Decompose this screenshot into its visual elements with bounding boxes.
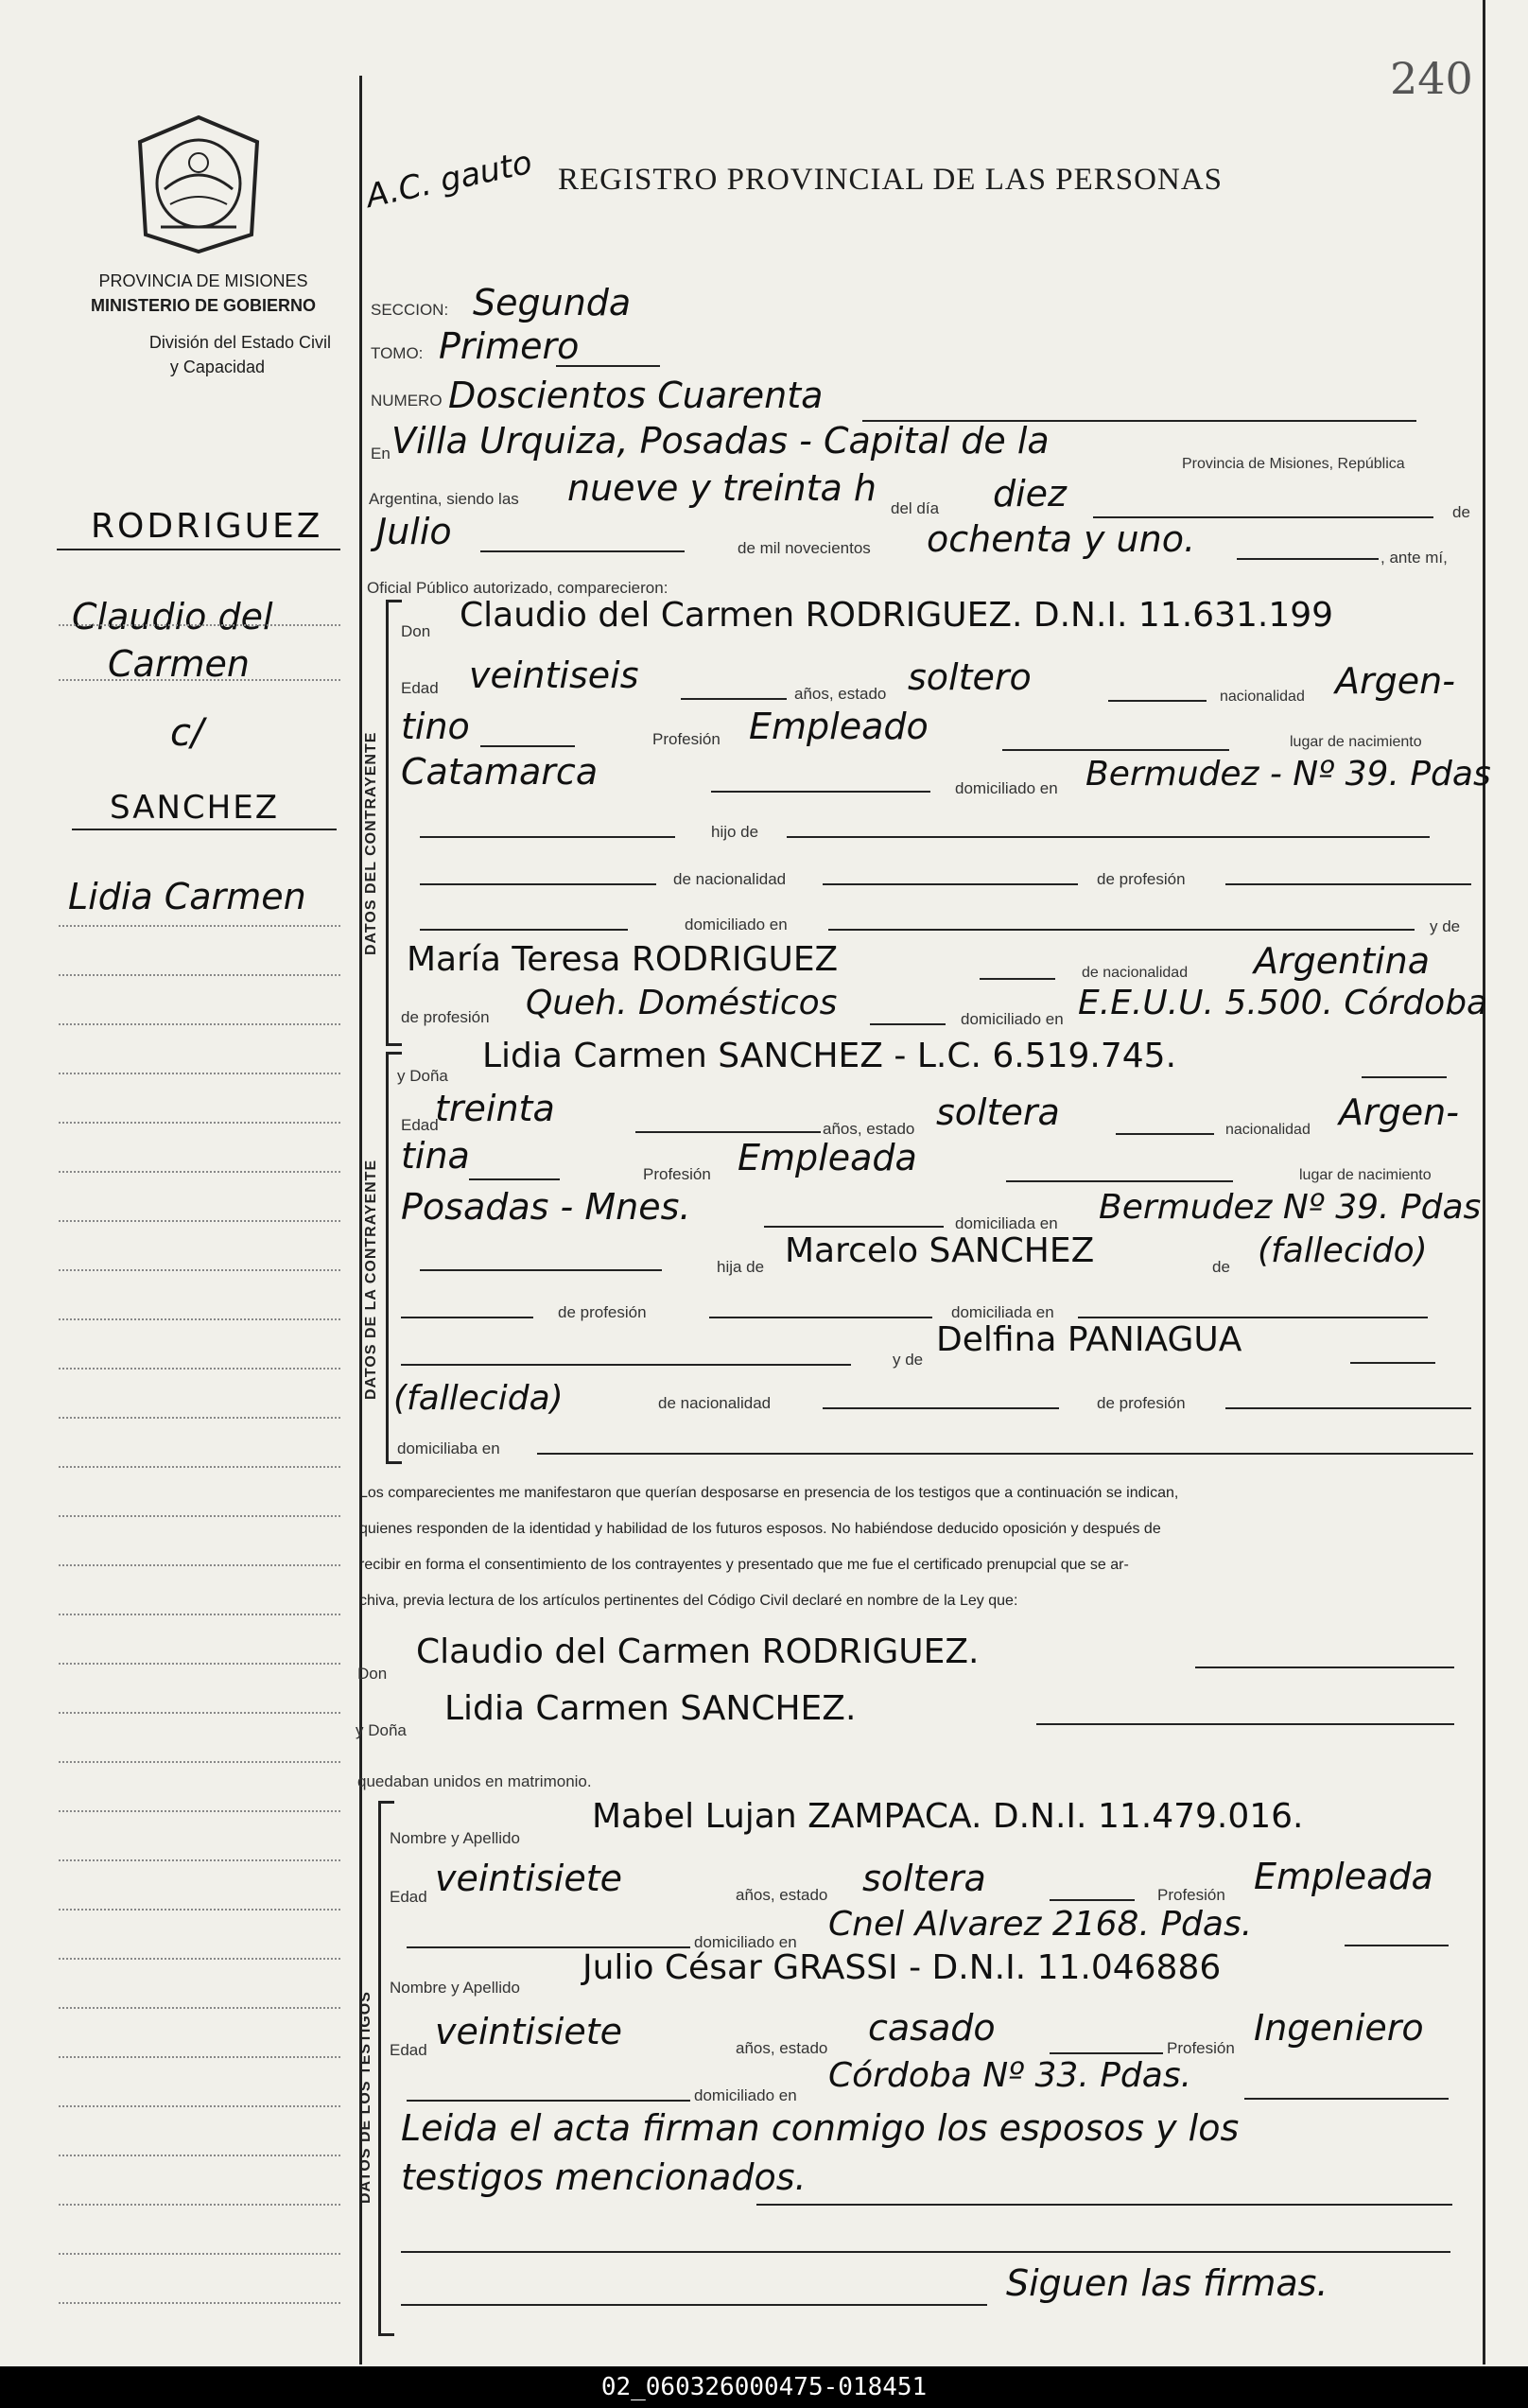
bride-father-value: Marcelo SANCHEZ (785, 1231, 1095, 1270)
groom-mother-value: María Teresa RODRIGUEZ (407, 940, 839, 979)
witness1-prof-value: Empleada (1254, 1856, 1433, 1897)
side-label-contrayenta: DATOS DE LA CONTRAYENTE (363, 1159, 379, 1400)
witness2-prof-value: Ingeniero (1254, 2007, 1424, 2049)
ministry-name: MINISTERIO DE GOBIERNO (90, 296, 317, 315)
don-label: Don (401, 622, 431, 640)
closing-line-1: Leida el acta firman conmigo los esposos y los (401, 2107, 1240, 2149)
de-profesion-label-4: de profesión (1097, 1394, 1186, 1412)
margin-given-1b: Carmen (108, 643, 250, 685)
contrayente-bracket (386, 600, 402, 1046)
witness1-addr-value: Cnel Alvarez 2168. Pdas. (828, 1905, 1253, 1944)
numero-value: Doscientos Cuarenta (448, 375, 824, 416)
closing-line-2: testigos mencionados. (401, 2156, 807, 2198)
division-name-2: y Capacidad (169, 358, 265, 376)
provincia-label: Provincia de Misiones, República (1182, 456, 1405, 472)
de-profesion-label-2: de profesión (401, 1008, 490, 1026)
anio-value: ochenta y uno. (927, 518, 1196, 560)
bride-name-value: Lidia Carmen SANCHEZ - L.C. 6.519.745. (482, 1037, 1177, 1075)
witness2-age-value: veintisiete (435, 2011, 622, 2052)
witness2-addr-value: Córdoba Nº 33. Pdas. (828, 2056, 1192, 2095)
domiciliado-en-label-3: domiciliado en (961, 1010, 1064, 1028)
bride-mother-value: Delfina PANIAGUA (936, 1320, 1242, 1359)
domiciliada-en-label-2: domiciliada en (951, 1303, 1054, 1321)
declaration-paragraph: Los comparecientes me manifestaron que querían desposarse en presencia de los testigos que a continuación se indican, quienes responden de la identidad y habilidad de los futuros esposos. No habiéndose deducido oposición y después de recibir en forma el consentimiento de los contrayentes y presentado que me fue el certificado prenupcial que se ar- chiva, previa lectura de los artículos pertinentes del Código Civil declaré en nombre de la Ley que: (359, 1485, 1179, 1609)
de-profesion-label: de profesión (1097, 870, 1186, 888)
witness1-status-value: soltera (862, 1858, 986, 1899)
right-edge-rule (1483, 0, 1485, 2364)
bride-declaration-value: Lidia Carmen SANCHEZ. (444, 1689, 857, 1728)
nacionalidad-label-2: nacionalidad (1225, 1122, 1311, 1138)
margin-surname-2: SANCHEZ (110, 789, 279, 827)
nombre-apellido-label-2: Nombre y Apellido (390, 1979, 520, 1997)
groom-nat-value-b: tino (401, 706, 470, 747)
de-profesion-label-3: de profesión (558, 1303, 647, 1321)
province-seal (132, 113, 265, 255)
lugar-nacimiento-label: lugar de nacimiento (1290, 734, 1422, 750)
nacionalidad-label: nacionalidad (1220, 689, 1305, 705)
bride-nat-value-b: tina (401, 1135, 470, 1177)
anos-estado-label-4: años, estado (736, 2039, 828, 2057)
seccion-label: SECCION: (371, 301, 449, 319)
edad-label: Edad (401, 679, 439, 697)
hija-de-label: hija de (717, 1258, 765, 1276)
side-label-contrayente: DATOS DEL CONTRAYENTE (363, 731, 379, 955)
groom-name-value: Claudio del Carmen RODRIGUEZ. D.N.I. 11.631.199 (460, 596, 1334, 635)
de-nacionalidad-label-3: de nacionalidad (658, 1394, 772, 1412)
hijo-de-label: hijo de (711, 823, 759, 841)
del-dia-label: del día (891, 499, 940, 517)
witness1-name-value: Mabel Lujan ZAMPACA. D.N.I. 11.479.016. (592, 1797, 1304, 1836)
margin-underline-1 (57, 549, 340, 550)
mes-value: Julio (376, 511, 452, 552)
groom-nat-value-a: Argen- (1335, 660, 1455, 702)
profesion-label: Profesión (652, 730, 721, 748)
groom-birth-value: Catamarca (401, 751, 599, 793)
don-label-2: Don (357, 1665, 388, 1683)
groom-mother-prof-value: Queh. Domésticos (526, 984, 838, 1022)
anos-estado-label-2: años, estado (823, 1120, 915, 1138)
testigos-bracket (378, 1801, 394, 2336)
de-mil-label: de mil novecientos (738, 539, 871, 557)
numero-label: NUMERO (371, 392, 443, 410)
domiciliaba-label: domiciliaba en (397, 1440, 500, 1457)
witness2-name-value: Julio César GRASSI - D.N.I. 11.046886 (582, 1948, 1222, 1987)
ante-mi-label: , ante mí, (1380, 549, 1448, 567)
bride-nat-value-a: Argen- (1339, 1091, 1459, 1133)
margin-underline-2 (72, 829, 337, 830)
margin-surname-1: RODRIGUEZ (91, 507, 323, 546)
tomo-label: TOMO: (371, 344, 424, 362)
seccion-value: Segunda (473, 282, 632, 323)
domiciliada-label: domiciliada en (955, 1214, 1058, 1232)
y-dona-label: y Doña (397, 1067, 448, 1085)
anos-estado-label: años, estado (794, 685, 887, 703)
anos-estado-label-3: años, estado (736, 1886, 828, 1904)
oficial-label: Oficial Público autorizado, comparecieron: (367, 579, 668, 597)
bride-birth-value: Posadas - Mnes. (401, 1186, 691, 1228)
initials-annotation: A.C. gauto (362, 143, 536, 216)
margin-given-1a: Claudio del (72, 596, 273, 637)
page-number: 240 (1390, 53, 1473, 104)
argentina-label: Argentina, siendo las (369, 490, 519, 508)
nombre-apellido-label: Nombre y Apellido (390, 1829, 520, 1847)
side-label-testigos: DATOS DE LOS TESTIGOS (357, 1991, 373, 2204)
closing-line-3: Siguen las firmas. (1006, 2262, 1328, 2304)
y-de-label: y de (1430, 917, 1461, 935)
groom-status-value: soltero (908, 656, 1032, 698)
bride-mother-note: (fallecida) (393, 1379, 564, 1418)
quedaban-label: quedaban unidos en matrimonio. (357, 1772, 592, 1790)
edad-label-4: Edad (390, 2041, 427, 2059)
bride-father-note: (fallecido) (1258, 1231, 1428, 1270)
domiciliado-en-label-4: domiciliado en (694, 1933, 797, 1951)
edad-label-3: Edad (390, 1888, 427, 1906)
en-value: Villa Urquiza, Posadas - Capital de la (391, 420, 1050, 462)
groom-addr-value: Bermudez - Nº 39. Pdas (1085, 755, 1491, 794)
profesion-label-2: Profesión (643, 1165, 711, 1183)
de-nacionalidad-label-2: de nacionalidad (1082, 965, 1189, 981)
bride-age-value: treinta (435, 1088, 555, 1129)
profesion-label-4: Profesión (1167, 2039, 1235, 2057)
lugar-nacimiento-label-2: lugar de nacimiento (1299, 1167, 1432, 1183)
margin-connector: c/ (170, 711, 204, 755)
tomo-value: Primero (439, 325, 580, 367)
y-dona-label-2: y Doña (356, 1721, 407, 1739)
bride-addr-value: Bermudez Nº 39. Pdas (1099, 1188, 1482, 1227)
bride-status-value: soltera (936, 1091, 1060, 1133)
edad-label-2: Edad (401, 1116, 439, 1134)
witness2-status-value: casado (868, 2007, 996, 2049)
bride-prof-value: Empleada (738, 1137, 917, 1178)
footer-image-id: 02_060326000475-018451 (0, 2366, 1528, 2408)
groom-prof-value: Empleado (749, 706, 929, 747)
y-de-label-2: y de (893, 1351, 924, 1369)
margin-given-2: Lidia Carmen (68, 876, 306, 917)
province-name: PROVINCIA DE MISIONES (98, 271, 308, 290)
register-title: REGISTRO PROVINCIAL DE LAS PERSONAS (558, 163, 1224, 197)
domiciliado-en-label-2: domiciliado en (685, 916, 788, 934)
en-label: En (371, 445, 391, 462)
division-name: División del Estado Civil (148, 333, 331, 352)
groom-age-value: veintiseis (469, 654, 639, 696)
witness1-age-value: veintisiete (435, 1858, 622, 1899)
groom-mother-addr-value: E.E.U.U. 5.500. Córdoba (1078, 984, 1488, 1022)
de-nacionalidad-label: de nacionalidad (673, 870, 787, 888)
domiciliado-label: domiciliado en (955, 779, 1058, 797)
profesion-label-3: Profesión (1157, 1886, 1225, 1904)
domiciliado-en-label-5: domiciliado en (694, 2086, 797, 2104)
de-label: de (1452, 503, 1470, 521)
groom-declaration-value: Claudio del Carmen RODRIGUEZ. (416, 1632, 980, 1671)
de-fallecido-label: de (1212, 1258, 1230, 1276)
groom-mother-nat-value: Argentina (1254, 940, 1431, 982)
dia-value: diez (993, 473, 1068, 515)
hora-value: nueve y treinta h (567, 467, 877, 509)
